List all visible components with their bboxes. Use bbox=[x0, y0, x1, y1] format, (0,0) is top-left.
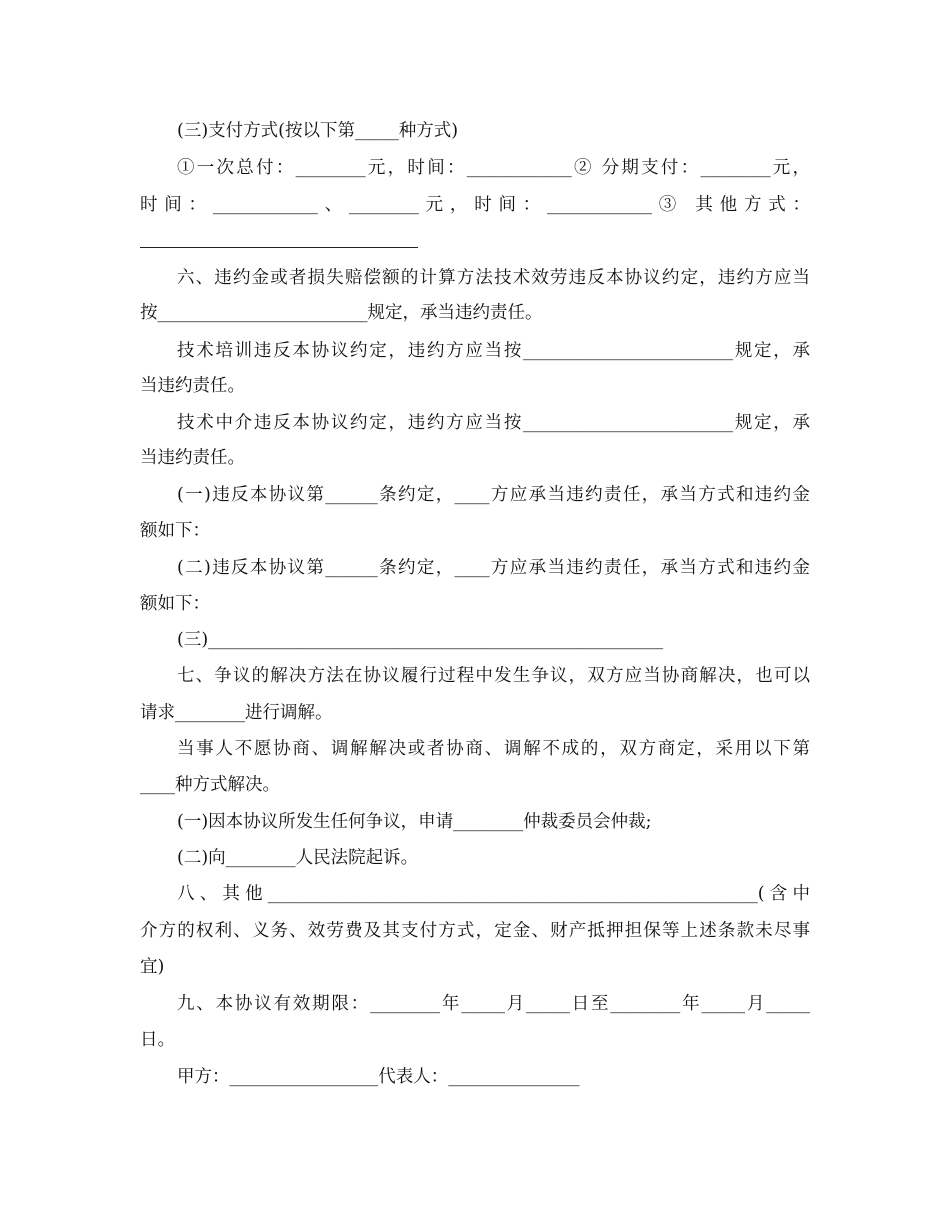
payment-options-line-2: 时间：____________、________元，时间：____________③ 其他方式： bbox=[140, 195, 810, 215]
dispute-method-line: 当事人不愿协商、调解解决或者协商、调解不成的，双方商定，采用以下第 bbox=[177, 739, 810, 759]
breach-clause-1: (一)违反本协议第______条约定，____方应承当违约责任，承当方式和违约金 bbox=[177, 485, 810, 505]
court-option: (二)向________人民法院起诉。 bbox=[177, 848, 419, 868]
payment-method-line: (三)支付方式(按以下第_____种方式) bbox=[177, 121, 459, 141]
section-six-heading: 六、违约金或者损失赔偿额的计算方法技术效劳违反本协议约定，违约方应当 bbox=[177, 268, 810, 288]
validity-period-line: 九、本协议有效期限：________年_____月_____日至________年_____月_____ bbox=[177, 994, 810, 1014]
section-eight-continued: 介方的权利、义务、效劳费及其支付方式，定金、财产抵押担保等上述条款未尽事 bbox=[140, 921, 810, 941]
breach-clause-1-continued: 额如下： bbox=[140, 521, 210, 541]
party-a-signature-line: 甲方：_________________代表人：_______________ bbox=[177, 1067, 580, 1087]
agency-breach-line: 技术中介违反本协议约定，违约方应当按________________________规定，承 bbox=[177, 413, 810, 433]
section-six-continued: 按________________________规定，承当违约责任。 bbox=[140, 303, 543, 323]
breach-clause-2: (二)违反本协议第______条约定，____方应承当违约责任，承当方式和违约金 bbox=[177, 558, 810, 578]
dispute-method-continued: ____种方式解决。 bbox=[140, 775, 280, 795]
arbitration-option: (一)因本协议所发生任何争议，申请________仲裁委员会仲裁; bbox=[177, 812, 652, 832]
agency-breach-continued: 当违约责任。 bbox=[140, 448, 245, 468]
section-eight-end: 宜) bbox=[140, 957, 165, 977]
section-seven-heading: 七、争议的解决方法在协议履行过程中发生争议，双方应当协商解决，也可以 bbox=[177, 666, 810, 686]
breach-clause-2-continued: 额如下： bbox=[140, 594, 210, 614]
breach-clause-3: (三)____________________________________________________ bbox=[177, 630, 664, 650]
section-seven-continued: 请求________进行调解。 bbox=[140, 703, 333, 723]
training-breach-line: 技术培训违反本协议约定，违约方应当按________________________规定，承 bbox=[177, 341, 810, 361]
payment-options-line-1: ①一次总付：________元，时间：____________② 分期支付：________元， bbox=[177, 158, 810, 178]
validity-period-end: 日。 bbox=[140, 1030, 175, 1050]
blank-line-rule bbox=[140, 247, 418, 248]
training-breach-continued: 当违约责任。 bbox=[140, 376, 245, 396]
section-eight-heading: 八、其他________________________________________________________(含中 bbox=[177, 884, 810, 904]
